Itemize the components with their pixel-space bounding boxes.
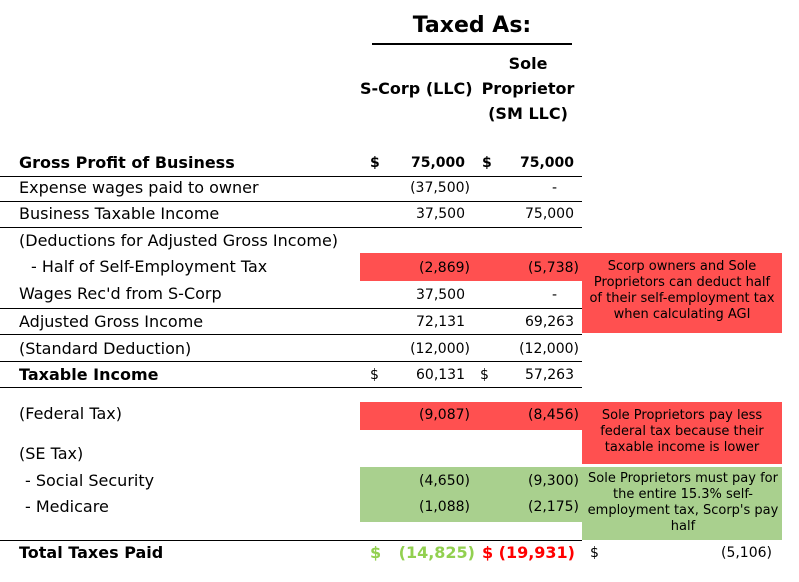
rule-total-taxes (0, 540, 582, 541)
row-label: - Half of Self-Employment Tax (31, 257, 268, 276)
agi-note: Scorp owners and Sole Proprietors can deduct half of their self-employment tax when calculating AGI (589, 259, 775, 322)
row-label: - Social Security (25, 471, 155, 490)
col-header-sole-line1: Sole (508, 54, 548, 73)
scorp-value: (4,650) (418, 473, 470, 489)
sole-value: 69,263 (525, 314, 574, 330)
col-header-scorp: S-Corp (LLC) (360, 79, 473, 98)
sole-value: 75,000 (525, 206, 574, 222)
row-label: (Standard Deduction) (19, 339, 192, 358)
rule-standard-deduction (0, 361, 582, 362)
scorp-value: 75,000 (410, 155, 465, 171)
dollar-sign: $ (370, 543, 382, 562)
row-label: Total Taxes Paid (19, 543, 164, 562)
dollar-sign: $ (370, 155, 380, 171)
sole-value: - (551, 287, 557, 303)
rule-gross-profit (0, 176, 582, 177)
row-label: Taxable Income (19, 365, 159, 384)
row-label: Adjusted Gross Income (19, 312, 204, 331)
scorp-value: 37,500 (416, 287, 465, 303)
dollar-sign: $ (590, 545, 599, 561)
scorp-value: (9,087) (418, 407, 470, 423)
rule-business-income (0, 227, 582, 228)
sole-value: 57,263 (525, 367, 574, 383)
row-label: Business Taxable Income (19, 204, 220, 223)
scorp-value: 72,131 (416, 314, 465, 330)
rule-expense-wages (0, 201, 582, 202)
row-label: Wages Rec'd from S-Corp (19, 284, 222, 303)
se-note: Sole Proprietors must pay for the entire 15.3% self-employment tax, Scorp's pay half (587, 471, 779, 534)
scorp-value: (37,500) (410, 180, 470, 196)
scorp-value: 37,500 (416, 206, 465, 222)
dollar-sign: $ (370, 367, 379, 383)
scorp-value: (1,088) (418, 499, 470, 515)
rule-agi (0, 334, 582, 335)
sole-value: 75,000 (519, 155, 574, 171)
col-header-sole-line3: (SM LLC) (488, 104, 568, 123)
taxed-as-underline (372, 43, 572, 45)
row-label: - Medicare (25, 497, 109, 516)
sole-value: (2,175) (527, 499, 579, 515)
sole-value: (5,738) (527, 260, 579, 276)
sole-total: (19,931) (498, 543, 575, 562)
row-label: Expense wages paid to owner (19, 178, 259, 197)
dollar-sign: $ (482, 155, 492, 171)
row-label: (SE Tax) (19, 444, 84, 463)
sole-value: (8,456) (527, 407, 579, 423)
row-label: Gross Profit of Business (19, 153, 235, 172)
federal-note: Sole Proprietors pay less federal tax because their taxable income is lower (600, 408, 764, 455)
scorp-total: (14,825) (398, 543, 475, 562)
dollar-sign: $ (480, 367, 489, 383)
taxed-as-heading: Taxed As: (412, 13, 532, 38)
dollar-sign: $ (482, 543, 494, 562)
scorp-value: (2,869) (418, 260, 470, 276)
scorp-value: (12,000) (410, 341, 470, 357)
rule-taxable-income (0, 387, 582, 388)
difference-total: (5,106) (720, 545, 772, 561)
row-label: (Federal Tax) (19, 404, 122, 423)
row-label: (Deductions for Adjusted Gross Income) (19, 231, 339, 250)
sole-value: (9,300) (527, 473, 579, 489)
rule-wages-recd (0, 308, 582, 309)
col-header-sole-line2: Proprietor (481, 79, 575, 98)
sole-value: (12,000) (519, 341, 579, 357)
sole-value: - (551, 180, 557, 196)
scorp-value: 60,131 (416, 367, 465, 383)
